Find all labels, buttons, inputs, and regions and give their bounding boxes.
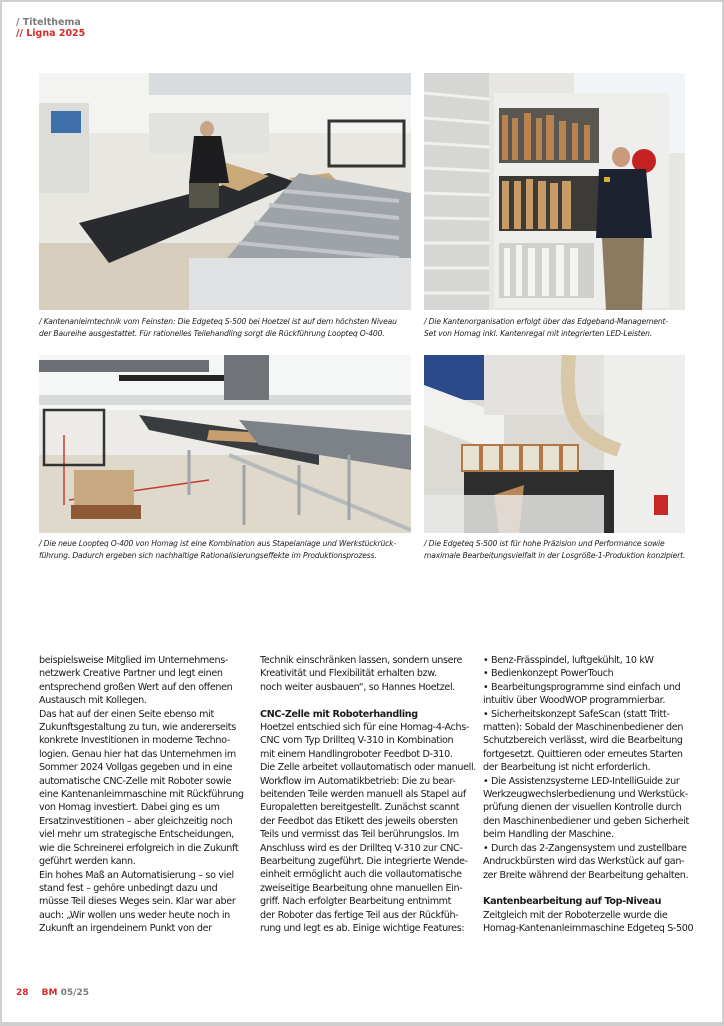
page-footer <box>16 988 89 998</box>
text-line: • Die Assistenzsysteme LED-IntelliGuide zur <box>483 775 715 788</box>
text-line: intuitiv über WoodWOP programmierbar. <box>483 695 666 707</box>
text-line: • Benz-Frässpindel, luftgekühlt, 10 kW <box>483 654 715 667</box>
text-line: Zukunft an irgendeinem Punkt von der <box>39 923 212 935</box>
caption-line: / Die Kantenorganisation erfolgt über das Edgeband-Management- <box>424 317 668 326</box>
text-line: Das hat auf der einen Seite ebenso mit <box>39 708 214 720</box>
magazine-name: BM <box>41 988 58 998</box>
caption-line: Set von Homag inkl. Kantenregal mit integrierten LED-Leisten. <box>424 328 653 338</box>
text-line: viel mehr um strategische Entscheidungen, <box>39 829 234 841</box>
cnc-paragraph <box>260 721 476 936</box>
text-line: den Maschinenbediener und geben Sicherheit <box>483 815 689 827</box>
text-line: beispielsweise Mitglied im Unternehmens- <box>39 655 228 666</box>
photo-caption <box>424 316 714 339</box>
text-line: griff. Nach erfolgter Bearbeitung entnimmt <box>260 896 452 908</box>
text-line: Workflow im Automatikbetrieb: Die zu bear- <box>260 775 456 787</box>
text-line: müsse Teil dieses Weges sein. Klar war aber <box>39 896 236 908</box>
text-line: der Roboter das fertige Teil aus der Rückfüh- <box>260 909 459 921</box>
text-line: CNC vom Typ Drillteq V-310 in Kombination <box>260 735 454 747</box>
photo-edgeteq-feed <box>424 355 685 533</box>
quote-paragraph <box>260 654 476 694</box>
caption-line: / Die neue Loopteq O-400 von Homag ist eine Kombination aus Stapelanlage und Werkstückrück- <box>39 539 397 548</box>
text-line: fortgesetzt. Quittieren oder erneutes Starten <box>483 748 683 760</box>
text-line: geführt werden kann. <box>39 856 136 868</box>
subheading-edge-processing: Kantenbearbeitung auf Top-Niveau <box>483 896 662 908</box>
caption-line: führung. Dadurch ergeben sich nachhaltige Rationalisierungseffekte im Produktionsprozess. <box>39 550 377 560</box>
text-line: automatische CNC-Zelle mit Roboter sowie <box>39 775 232 787</box>
photo-caption <box>424 538 719 561</box>
text-line: Hoetzel entschied sich für eine Homag-4-Achs- <box>260 722 470 734</box>
feature-item <box>483 654 715 667</box>
text-line: Zukunftsgestaltung zu tun, wie andererseits <box>39 722 236 734</box>
text-line: • Sicherheitskonzept SafeScan (statt Tritt- <box>483 708 715 721</box>
article-column-1 <box>39 654 261 936</box>
article-column-3 <box>483 654 715 936</box>
text-line: Anschluss wird es der Drillteq V-310 zur CNC- <box>260 842 463 854</box>
text-line: Zeitgleich mit der Roboterzelle wurde die <box>483 909 668 921</box>
feature-item <box>483 681 715 708</box>
caption-line: der Baureihe ausgestattet. Für rationelles Teilehandling sorgt die Rückführung Loopteq O-400. <box>39 328 385 338</box>
text-line: prüfung dienen der visuellen Kontrolle durch <box>483 802 682 814</box>
text-line: auch: „Wir wollen uns weder heute noch in <box>39 909 230 921</box>
text-line: • Bedienkonzept PowerTouch <box>483 667 715 680</box>
text-line: Technik einschränken lassen, sondern unsere <box>260 655 463 666</box>
issue-number: 05/25 <box>60 988 89 998</box>
text-line: beim Handling der Maschine. <box>483 829 614 841</box>
photo-caption <box>39 316 419 339</box>
text-line: der Bearbeitung ist nicht erforderlich. <box>483 762 651 774</box>
paragraph-gap <box>483 882 715 895</box>
text-line: wie die Schreinerei erfolgreich in die Zukunft <box>39 842 239 854</box>
edge-paragraph <box>483 909 715 936</box>
text-line: von Homag investiert. Dabei ging es um <box>39 802 220 814</box>
text-line: Teils und vermisst das Teil berührungslos. Im <box>260 829 459 841</box>
page-number: 28 <box>16 988 29 998</box>
text-line: Europaletten bereitgestellt. Zunächst scannt <box>260 802 460 814</box>
text-line: matten): Sobald der Maschinenbediener den <box>483 722 684 734</box>
text-line: konkrete Investitionen in moderne Techno- <box>39 735 230 747</box>
text-line: entsprechend großen Wert auf den offenen <box>39 681 233 693</box>
text-line: zweiseitige Bearbeitung ohne manuellen Ein- <box>260 882 463 894</box>
photo-edgeband-shelf <box>424 73 685 310</box>
feature-item <box>483 842 715 882</box>
subheading-cnc-cell: CNC-Zelle mit Roboterhandling <box>260 708 418 720</box>
caption-line: / Kantenanleimtechnik vom Feinsten: Die Edgeteq S-500 bei Hoetzel ist auf dem höchsten Niveau <box>39 317 397 326</box>
feature-item <box>483 775 715 842</box>
text-line: Die Zelle arbeitet vollautomatisch oder manuell. <box>260 762 476 774</box>
text-line: logien. Genau hier hat das Unternehmen im <box>39 748 236 760</box>
text-line: Werkzeugwechslerbedienung und Werkstück- <box>483 789 688 801</box>
text-line: Sommer 2024 Vollgas gegeben und in eine <box>39 762 233 774</box>
paragraph-gap <box>260 694 476 707</box>
photo-loopteq-conveyor <box>39 355 411 533</box>
text-line: einheit ermöglicht auch die vollautomatische <box>260 869 462 881</box>
section-label: / Titelthema <box>16 17 81 28</box>
photo-caption <box>39 538 419 561</box>
text-line: rung und legt es ab. Einige wichtige Features: <box>260 923 465 935</box>
text-line: mit einem Handlingroboter Feedbot D-310. <box>260 748 453 760</box>
caption-line: / Die Edgeteq S-500 ist für hohe Präzision und Performance sowie <box>424 539 665 548</box>
text-line: netzwerk Creative Partner und legt einen <box>39 668 223 680</box>
text-line: beitenden Teile werden manuell als Stapel auf <box>260 789 466 801</box>
feature-item <box>483 667 715 680</box>
caption-line: maximale Bearbeitungsvielfalt in der Losgröße-1-Produktion konzipiert. <box>424 550 686 560</box>
feature-list <box>483 654 715 882</box>
text-line: der Feedbot das Etikett des jeweils obersten <box>260 815 458 827</box>
text-line: Ein hohes Maß an Automatisierung – so viel <box>39 869 234 881</box>
text-line: Kreativität und Flexibilität erhalten bzw. <box>260 668 437 680</box>
text-line: Austausch mit Kollegen. <box>39 695 147 707</box>
text-line: Bearbeitung zugeführt. Die integrierte Wende- <box>260 856 468 868</box>
text-line: stand fest – gehöre unbedingt dazu und <box>39 882 218 894</box>
text-line: zer Breite während der Bearbeitung gehalten. <box>483 869 689 881</box>
text-line: Schutzbereich verlässt, wird die Bearbeitung <box>483 735 683 747</box>
text-line: eine Kantenanleimmaschine mit Rückführung <box>39 789 244 801</box>
article-column-2 <box>260 654 476 936</box>
text-line: • Durch das 2-Zangensystem und zustellbare <box>483 842 715 855</box>
text-line: Ersatzinvestitionen – aber gleichzeitig noch <box>39 815 233 827</box>
text-line: noch weiter ausbauen“, so Hannes Hoetzel. <box>260 681 455 693</box>
text-line: Andruckbürsten wird das Werkstück auf gan- <box>483 856 685 868</box>
section-kicker <box>16 17 85 39</box>
text-line: • Bearbeitungsprogramme sind einfach und <box>483 681 715 694</box>
text-line: Homag-Kantenanleimmaschine Edgeteq S-500 <box>483 923 694 935</box>
feature-item <box>483 708 715 775</box>
topic-label: // Ligna 2025 <box>16 28 86 39</box>
photo-edgebander-return <box>39 73 411 310</box>
